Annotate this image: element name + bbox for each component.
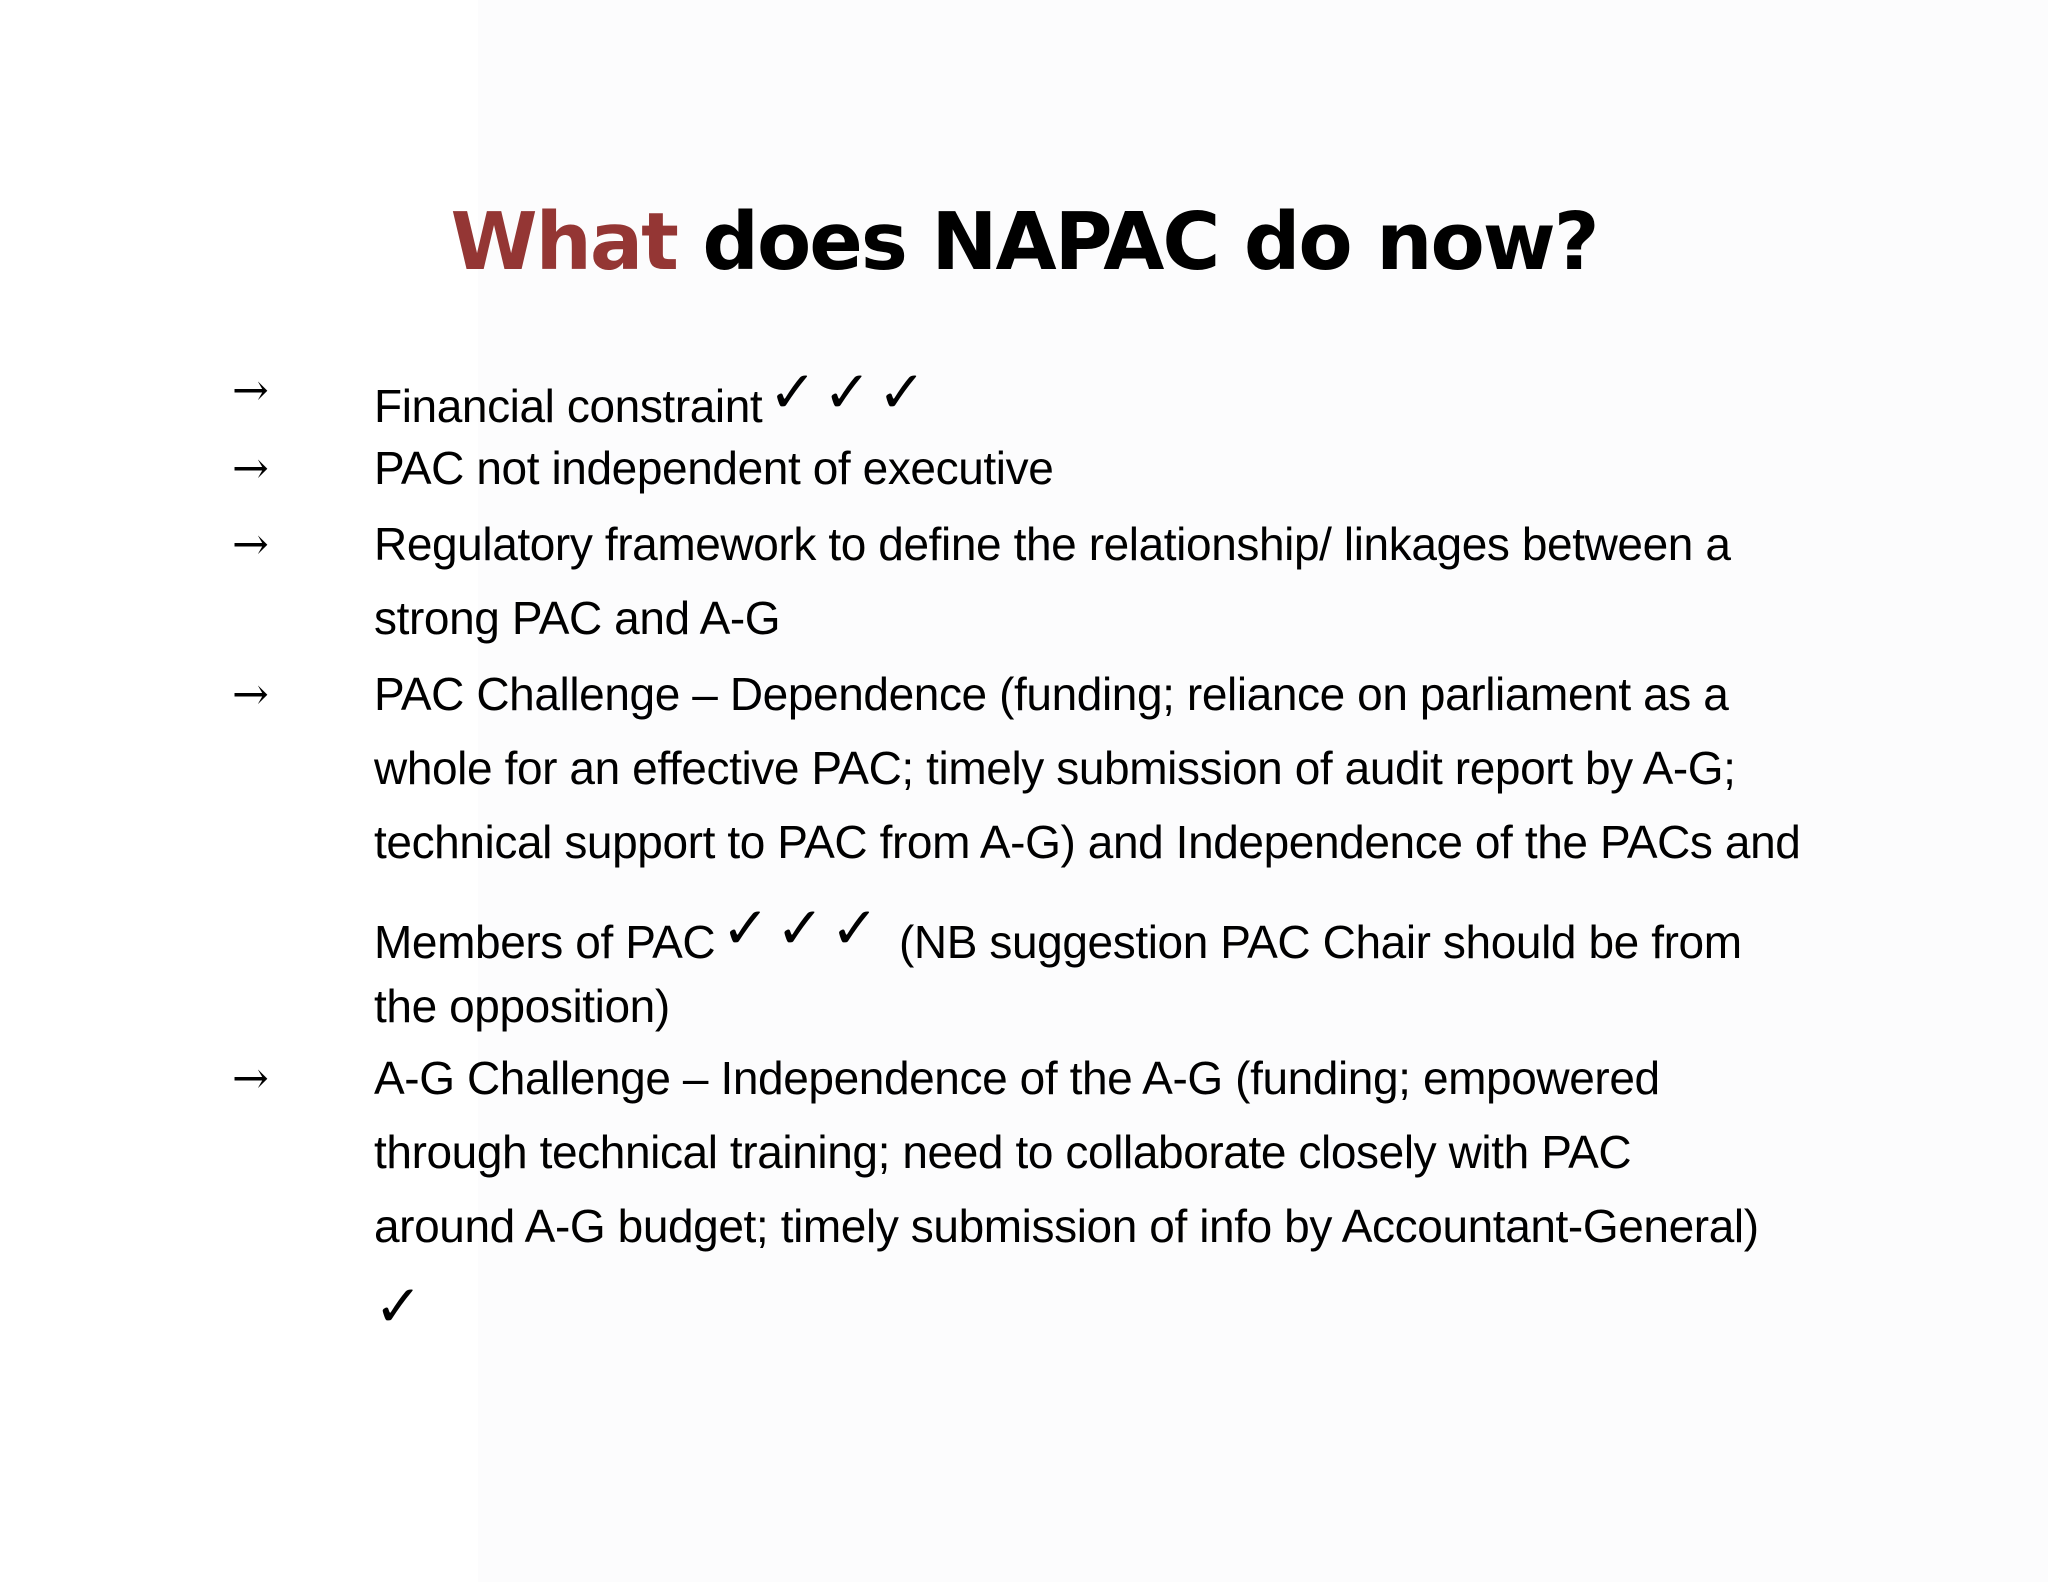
bullet-text: technical support to PAC from A-G) and Independence of the PACs and <box>374 816 1801 868</box>
bullet-text: the opposition) <box>374 980 670 1032</box>
triple-check-icon: ✓✓✓ <box>721 894 885 962</box>
check-icon: ✓ <box>374 1272 429 1340</box>
arrow-icon: → <box>232 519 269 570</box>
arrow-icon: → <box>232 669 269 720</box>
bullet-text <box>374 358 933 434</box>
bullet-line: (NB suggestion PAC Chair should be from <box>899 916 1742 968</box>
arrow-icon: → <box>232 443 269 494</box>
triple-check-icon: ✓✓✓ <box>768 358 933 426</box>
arrow-icon: → <box>232 1053 269 1104</box>
bullet-text: A-G Challenge – Independence of the A-G (funding; empowered <box>374 1052 1660 1104</box>
title-rest: does NAPAC do now? <box>676 196 1598 288</box>
bullet-text: strong PAC and A-G <box>374 592 781 644</box>
bullet-text: through technical training; need to collaborate closely with PAC <box>374 1126 1632 1178</box>
bullet-text <box>374 1272 429 1348</box>
bullet-text: PAC Challenge – Dependence (funding; reliance on parliament as a <box>374 668 1729 720</box>
bullet-text: Regulatory framework to define the relationship/ linkages between a <box>374 518 1731 570</box>
bullet-line: Financial constraint <box>374 380 763 432</box>
bullet-text: PAC not independent of executive <box>374 442 1054 494</box>
bullet-line: Members of PAC <box>374 916 716 968</box>
title-accent-word: What <box>450 196 677 288</box>
bullet-text <box>374 894 1742 970</box>
bullet-text: whole for an effective PAC; timely submission of audit report by A-G; <box>374 742 1736 794</box>
bullet-text: around A-G budget; timely submission of info by Accountant-General) <box>374 1200 1759 1252</box>
arrow-icon: → <box>232 365 269 416</box>
